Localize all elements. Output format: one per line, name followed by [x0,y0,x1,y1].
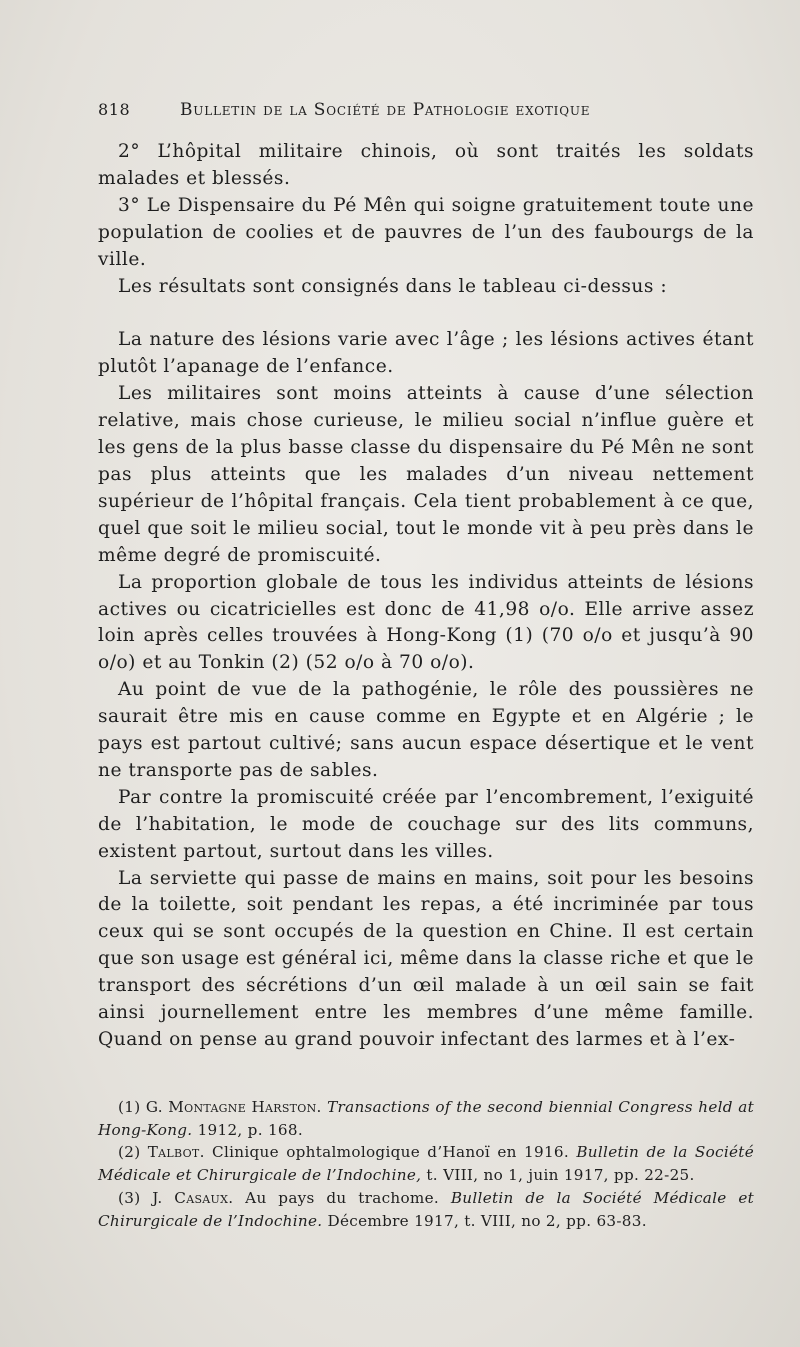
journal-title: Bulletin de la Société de Pathologie exotique [180,100,591,120]
footnote-number: (3) [118,1188,141,1207]
paragraph-nature-lesions: La nature des lésions varie avec l’âge ; les lésions actives étant plutôt l’apanage de l’enfance. [98,329,754,378]
footnotes [98,1096,754,1232]
paragraph-dispensaire: 3° Le Dispensaire du Pé Mên qui soigne gratuitement toute une population de coolies et de pauvres de l’un des faubourgs de la ville. [98,194,754,270]
footnote-work: Au pays du trachome. [245,1188,440,1207]
paragraph-proportion: La proportion globale de tous les individus atteints de lésions actives ou cicatricielles est donc de 41,98 o/o. Elle arrive assez loin après celles trouvées à Hong-Kong (1) (70 o/o et jusqu’à 90 o/o) et au Tonkin (2) (52 o/o à 70 o/o). [98,571,754,674]
paragraph-militaires: Les militaires sont moins atteints à cause d’une sélection relative, mais chose curieuse, le milieu social n’influe guère et les gens de la plus basse classe du dispensaire du Pé Mên ne sont pas plus atteints que les malades d’un niveau nettement supérieur de l’hôpital français. Cela tient probablement à ce que, quel que soit le milieu social, tout le monde vit à peu près dans le même degré de promiscuité. [98,383,754,566]
paragraph-serviette: La serviette qui passe de mains en mains, soit pour les besoins de la toilette, soit pendant les repas, a été incriminée par tous ceux qui se sont occupés de la question en Chine. Il est certain que son usage est général ici, même dans la classe riche et que le transport des sécrétions d’un œil malade à un œil sain se fait ainsi journellement entre les membres d’une même famille. Quand on pense au grand pouvoir infectant des larmes et à l’ex- [98,867,754,1050]
paragraph-promiscuite: Par contre la promiscuité créée par l’encombrement, l’exiguité de l’habitation, le mode de couchage sur des lits communs, existent partout, surtout dans les villes. [98,786,754,862]
footnote-details: 1912, p. 168. [197,1120,303,1139]
footnote-number: (1) [118,1098,141,1116]
footnote [98,1187,754,1232]
body-text [98,139,754,1054]
footnote-title: Bulletin de la Société Médicale et Chirurgicale de l’Indochine. [98,1188,755,1230]
footnote-details: t. VIII, no 1, juin 1917, pp. 22-25. [426,1166,695,1185]
paragraph-resultats: Les résultats sont consignés dans le tableau ci-dessus : [118,275,668,297]
footnote-author: G. Montagne Harston. [145,1098,322,1116]
page-number: 818 [98,100,131,119]
footnote-title: Bulletin de la Société Médicale et Chirurgicale de l’Indochine, [98,1143,754,1185]
footnote-title: Transactions of the second biennial Congress held at Hong-Kong. [98,1098,754,1139]
footnote-author: Talbot. [147,1143,205,1162]
running-header [98,100,754,124]
paragraph-hopital-chinois: 2° L’hôpital militaire chinois, où sont traités les soldats malades et blessés. [98,141,754,189]
footnote-author: J. Casaux. [152,1188,234,1207]
paragraph-pathogenie: Au point de vue de la pathogénie, le rôle des poussières ne saurait être mis en cause comme en Egypte et en Algérie ; le pays est partout cultivé; sans aucun espace désertique et le vent ne transporte pas de sables. [98,679,754,781]
footnote [98,1141,754,1186]
footnote-number: (2) [118,1143,141,1162]
footnote [98,1096,754,1141]
footnote-details: Décembre 1917, t. VIII, no 2, pp. 63-83. [327,1211,647,1230]
footnote-work: Clinique ophtalmologique d’Hanoï en 1916. [212,1143,570,1162]
